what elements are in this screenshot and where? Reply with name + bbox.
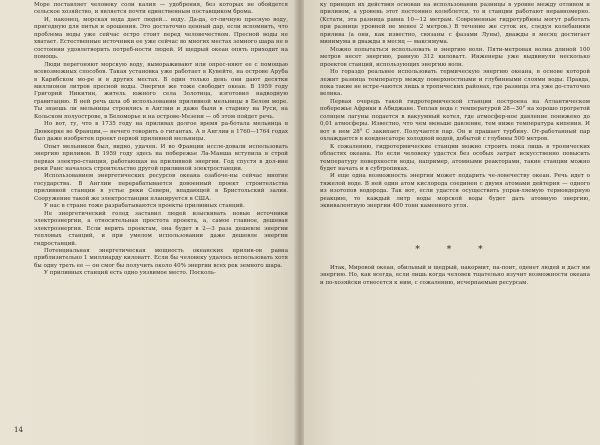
paragraph: У нас в стране тоже разрабатываются проекты приливных станций. bbox=[44, 203, 245, 210]
paragraph: Опыт мельников был, видно, удачен. И во Франции иссле-довали использовать энергию приливов. В 1959 году здесь на побережье Ла-Манша вступила в строй первая электро-станция, работающая на приливной энергии. Год спустя в дол-ине реки Ранс началось строительство другой приливной электростанции. bbox=[34, 143, 288, 172]
paragraph: Можно попытаться использовать и энергию волн. Пяти-метровая волна длиной 100 метров несет энергию, равную 312 киловатт. Инженеры уже выдвинули несколько проектов станций, использующих энергию волн. bbox=[320, 46, 590, 68]
paragraph: У приливных станций есть одно уязвимое место. Посколь- bbox=[44, 270, 216, 277]
paragraph: И еще одна возможность энергии может подарить че-ловечеству океан. Речь идет о тяжелой воде. В ней один атом кислорода соединен с двумя атомами дейтерия — одного из изотопов водорода. Так вот, если удастся осуществить управ-ляемую термоядерную реакцию, то каждый литр воды морской воды будет дать атомную энергию, эквивалентную энергии 400 тонн каменного угля. bbox=[320, 173, 590, 210]
right-page bbox=[304, 0, 600, 445]
left-page bbox=[0, 0, 296, 445]
paragraph: Первая очередь такой гидротермической станции построена на Атлантическом побережье Африки в Абиджане. Теплая вода с температурой 28—30° на хорошо прогретой солнцем лагуны подается в вакуумный котел, где атмосфер-ное давление понижено до 0,01 атмосферы. Известно, что чем меньше давление, тем ниже температура кипения. И вот в нем 28° С закипает. Получается пар. Он и прашает турбину. От-работанный пар охлаждается в конденсаторе холодной водой, добытой с глубины 500 метров. bbox=[320, 98, 590, 143]
paragraph: Потенциальная энергетическая мощность океанских прилив-ов равна приблизительно 1 миллиарду киловатт. Если бы человеку удалось использовать хотя бы одну треть ее — он смог бы получить около 40% энергии всех рек земного шара. bbox=[34, 247, 288, 269]
paragraph: Море поставляет человеку соли калия — удобрения, без которых не обойдется сельское хозяйство, и является почти единственным поставщиком брома. bbox=[34, 2, 288, 16]
closing-paragraph: Итак, Мировой океан, обильный и щедрый, накормит, на-поит, оденет людей и даст им энергию. Но, как всегда, если лишь когда человек тщательно изучит возможности океана и по-хозяйски отнесется к ним, с сожалению, исчерпаемым ресурсам. bbox=[320, 264, 590, 286]
paragraph: Но гораздо реальнее использовать термическую энергию океана, в основе которой лежит разница температур между поверхностными и глубинными слоями воды. Правда, пока такие не встре-чаются лишь в тропических районах, где разница эта уже до-статочно велика. bbox=[320, 69, 590, 98]
paragraph: ку принцип их действия основан на использовании разницы в уровне между отливом и приливом, а уровень этот постоянно колеблется, то и станции работают неравномерно. (Кстати, эта разница равна 10—12 метрам. Современные гидротурбины могут работать при разнице уровней не менее 2 метров.) В течение же суток их, следуя колебаниям прилива (а они, как известно, связаны с фазами Луны), дважды в месяц достигает минимума и дважды в месяц — максимума. bbox=[320, 2, 590, 46]
section-separator: * * * bbox=[415, 244, 495, 255]
paragraph: Люди перегоняют морскую воду, вымораживают или опрес-няют ее с помощью всевозможных способов. Такая установка уже работает в Кувейте, на острове Аруба в Карибском мо-ре и в других местах. В один только день они дают десятки миллионов литров пресной воды. Энергия же тоже свободит океан. В 1959 году Григорий Никитин, житель южного села Золотица, изготовил надводную гравитацию. В ней речь шла об использовании приливной мельницы в Белом море. Ты знаешь ли мельницы строились в Англии и даже были в старину на Руси, на Кольском полуострове, в Беломорье и на острове-Мезени — об этом пойдет речь. bbox=[34, 61, 288, 120]
paragraph: К сожалению, гидротермические станции можно строить пока лишь в тропических областях океана. Но если человеку удастся без особых затрат искусственно повысить температуру поверхности воды, например, атомными реакторами, такие станции можно будет начать и в субтропиках. bbox=[320, 143, 590, 172]
paragraph: И, наконец, морская вода дает людей... воду. Да-да, от-личную пресную воду, пригодную для питья и орошения. Это достаточно ценный дар, если вспомнить, что проблема воды уже сейчас остро стоит перед человечеством. Пресной воды не хватает. Естественные источники ее уже сейчас во многих местах земного шара не в состоянии удовлетворить потреб-ности людей. И щедрый океан опять приходит на помощь. bbox=[34, 16, 288, 61]
paragraph: Но вот, ту, что в 1735 году на приливах долгое время ра-ботала мельница в Дюнкерке во Франции,— нечего говорить о гигантах. А в Англии в 1760—1764 годах был даже изобретен проект первой приливной мельницы. bbox=[34, 121, 288, 143]
page-number: 14 bbox=[14, 426, 23, 434]
paragraph: Использованием энергетических ресурсов океана озабоче-ны сейчас многие государства. В Англии перерабатывается довоенный проект строительства приливной станции в устье реки Северн, впадающей в Бристольский залив. Сооружение такой же электростанции планируется в США. bbox=[34, 173, 288, 202]
paragraph: Не энергетический голод заставил людей изыскивать новые источники электроэнергии, а относительная простота проекта, а, самое главное, дешевая электроэнергия. Если верить проектам, она будет в 2—3 раза дешевле энергии тепловых станций, и при умелом использовании даже дешевле энергии гидростанций. bbox=[34, 210, 288, 247]
